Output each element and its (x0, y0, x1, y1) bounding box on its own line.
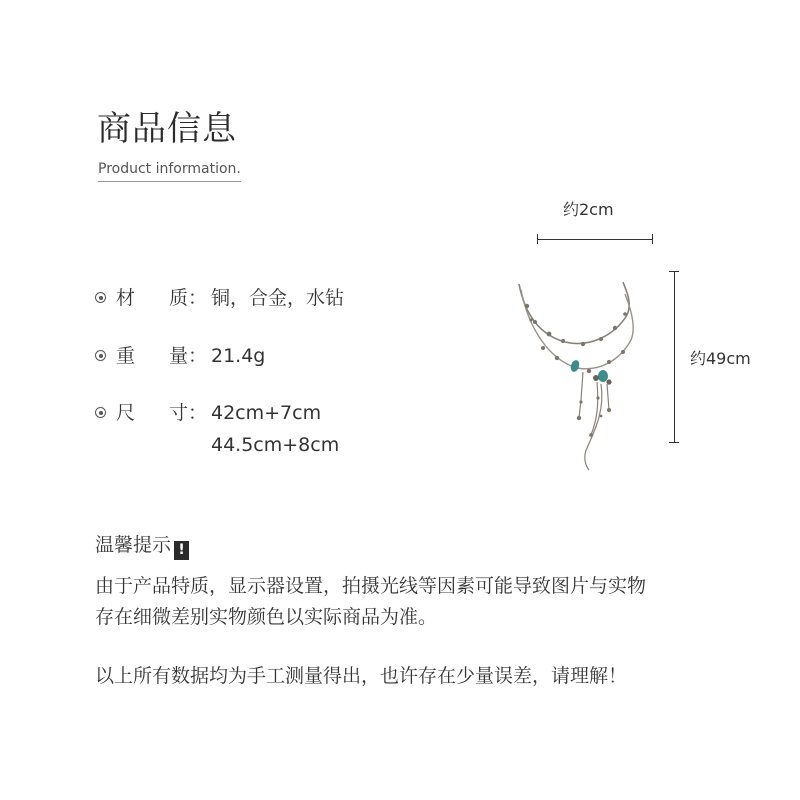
notice-line-1: 由于产品特质，显示器设置，拍摄光线等因素可能导致图片与实物 (95, 575, 647, 597)
spec-value: 21.4g (211, 345, 266, 367)
notice-line-3: 以上所有数据均为手工测量得出，也许存在少量误差，请理解！ (95, 665, 628, 687)
length-dimension-label: 约49cm (690, 349, 751, 368)
spec-value-alt: 44.5cm+8cm (211, 434, 340, 456)
length-dimension-tick-bottom (669, 442, 679, 443)
bullet-icon (95, 407, 106, 418)
length-dimension-line (674, 271, 675, 442)
width-dimension-label: 约2cm (563, 200, 614, 219)
necklace-image (505, 270, 655, 475)
width-dimension-tick-right (652, 234, 653, 244)
bullet-icon (95, 292, 106, 303)
length-dimension-tick-top (669, 271, 679, 272)
spec-label-char2: 质： (169, 287, 208, 309)
bullet-icon (95, 350, 106, 361)
page-title: 商品信息 (97, 109, 237, 149)
width-dimension-line (537, 239, 652, 240)
spec-value: 铜，合金，水钻 (211, 287, 345, 309)
width-dimension-tick-left (537, 234, 538, 244)
spec-value: 42cm+7cm (211, 402, 322, 424)
spec-label-char1: 重 (116, 345, 136, 367)
notice-title (95, 532, 189, 560)
spec-label-char1: 材 (116, 287, 136, 309)
notice-title-text: 温馨提示 (95, 534, 172, 556)
notice-line-2: 存在细微差别实物颜色以实际商品为准。 (95, 606, 438, 628)
spec-label-char1: 尺 (116, 402, 136, 424)
page-subtitle: Product information. (98, 160, 241, 182)
spec-label-char2: 寸： (169, 402, 208, 424)
spec-label-char2: 量： (169, 345, 208, 367)
exclamation-icon: ! (174, 541, 189, 560)
